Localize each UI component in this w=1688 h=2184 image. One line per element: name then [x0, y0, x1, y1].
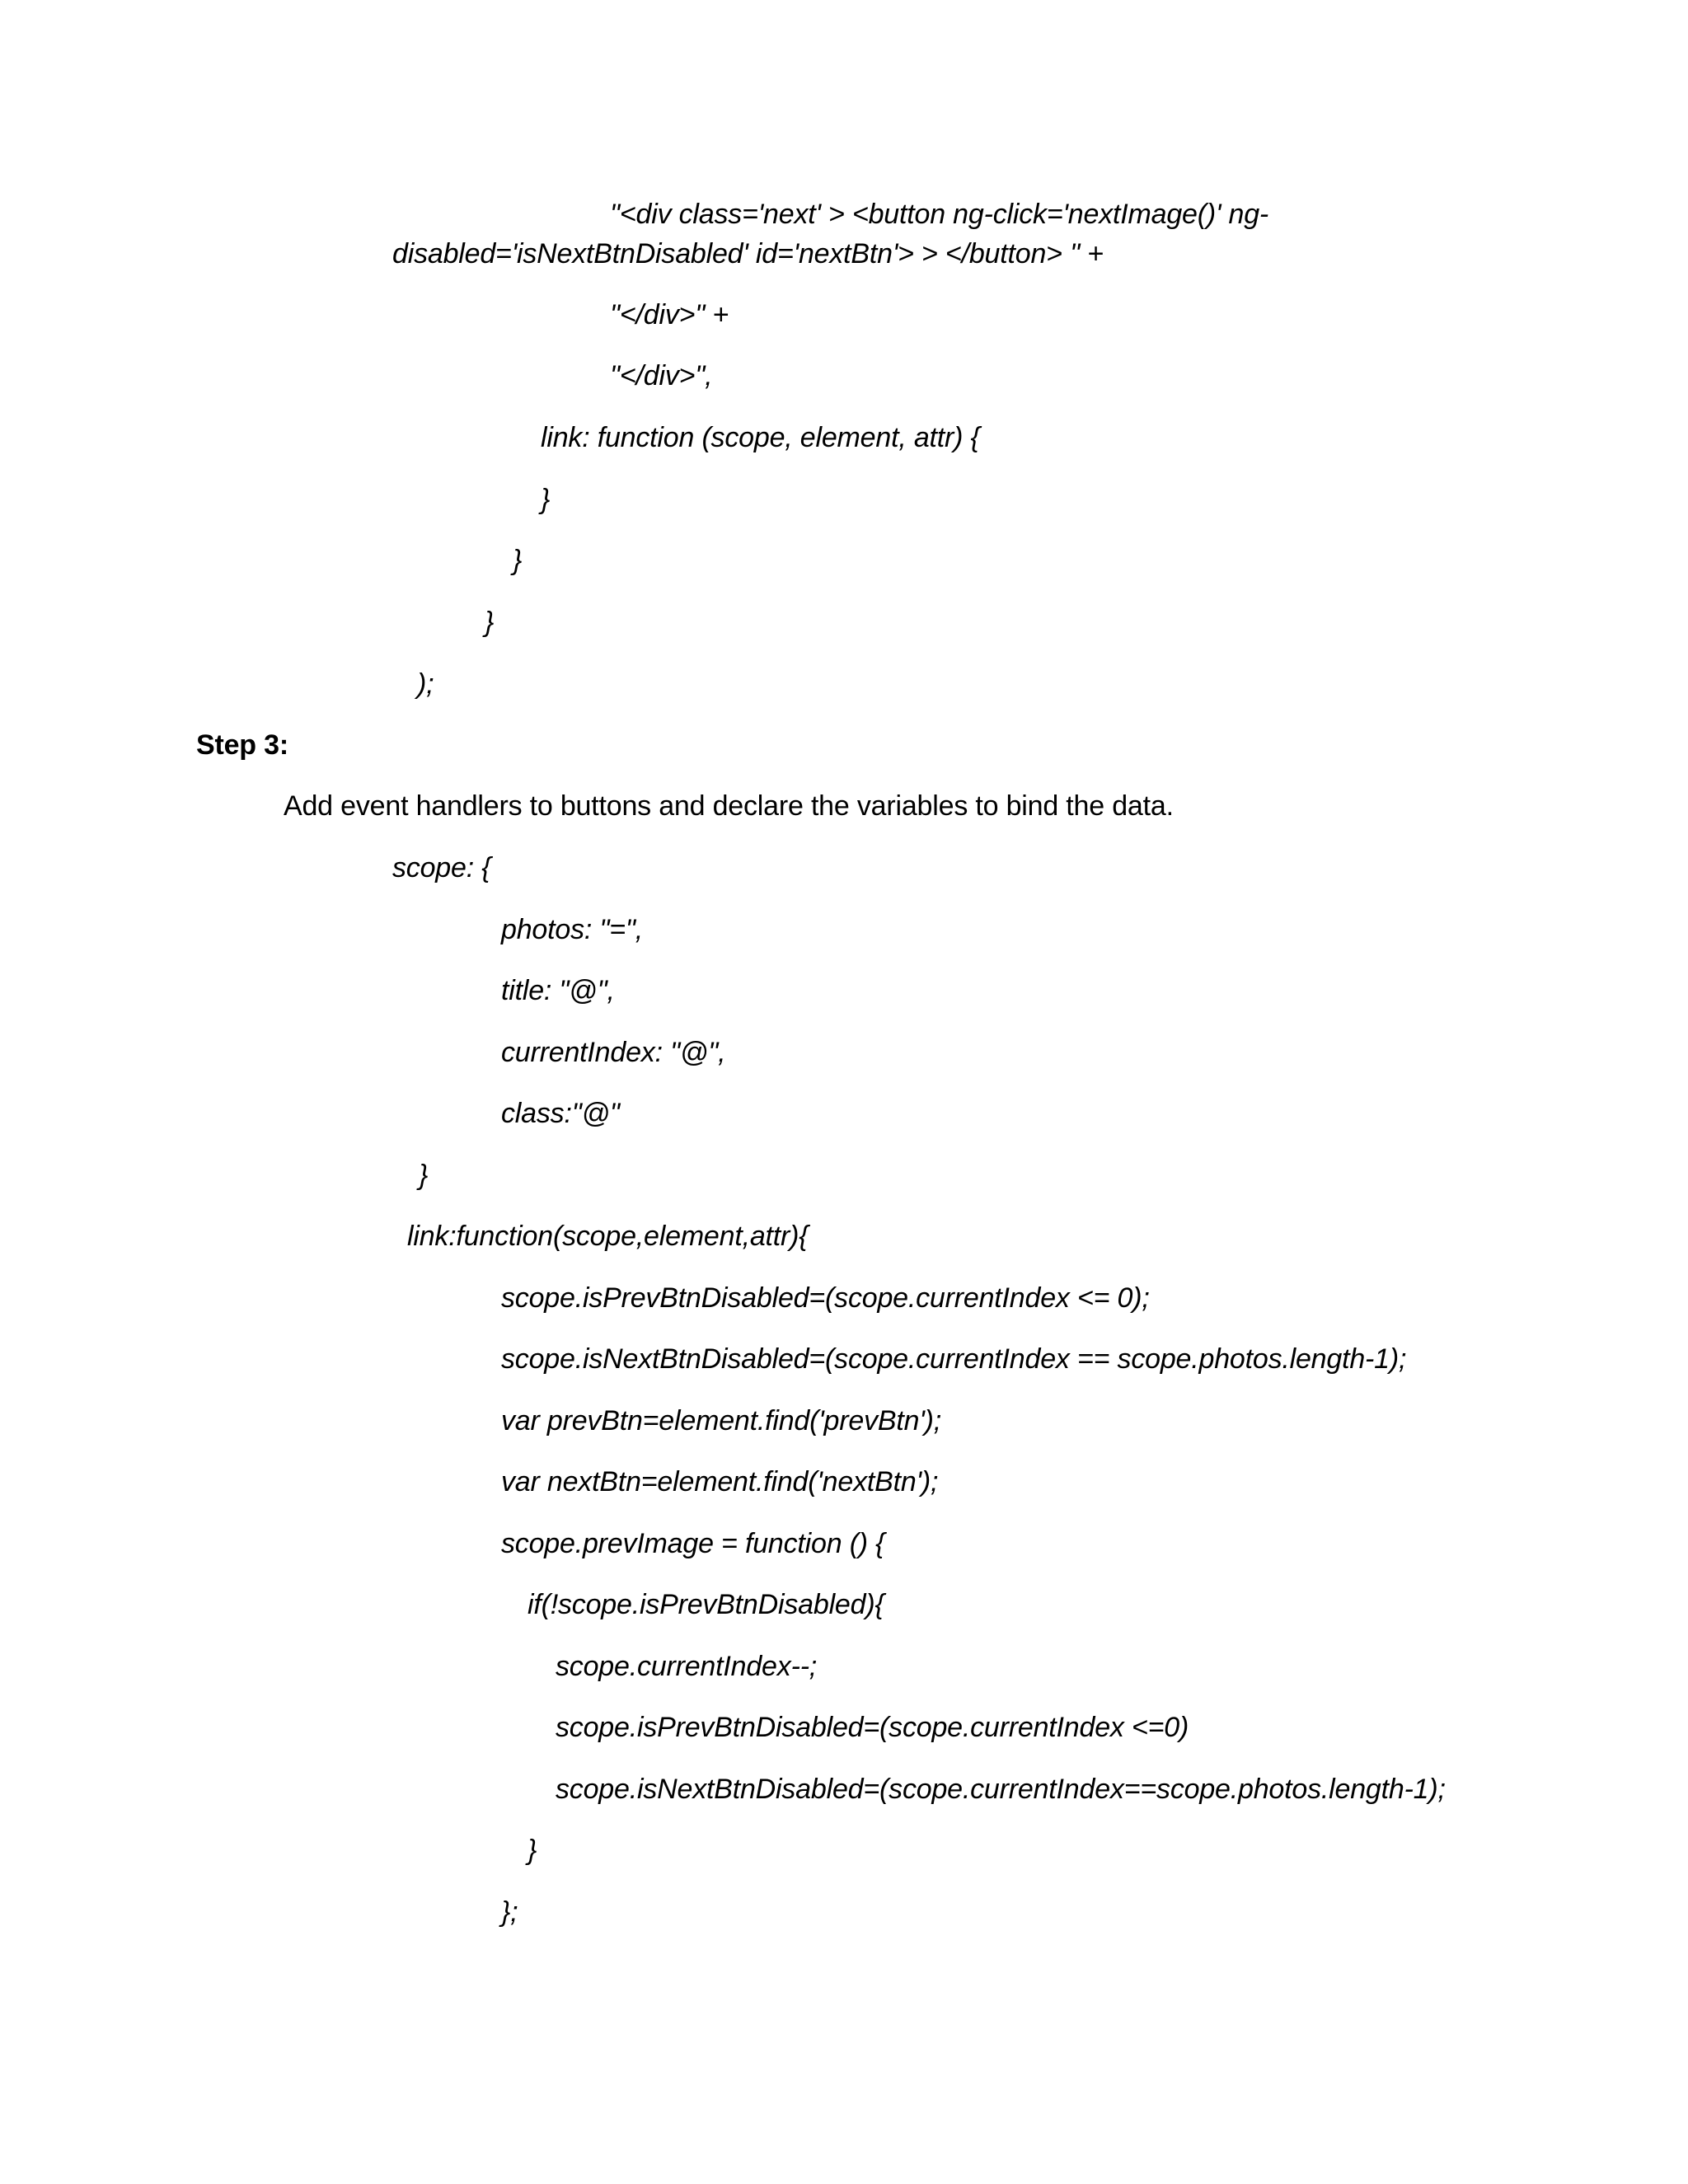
code-line: scope.currentIndex--; — [556, 1651, 818, 1682]
code-line: }; — [501, 1896, 518, 1928]
code-line: photos: "=", — [501, 914, 644, 945]
code-line: } — [513, 545, 523, 576]
code-line: title: "@", — [501, 975, 615, 1006]
step-heading: Step 3: — [196, 729, 288, 761]
code-line: scope: { — [392, 852, 491, 883]
code-line: } — [485, 607, 495, 638]
code-line: } — [419, 1160, 429, 1191]
code-line: var nextBtn=element.find('nextBtn'); — [501, 1466, 939, 1497]
code-line: "<div class='next' > <button ng-click='nextImage()' ng- — [610, 199, 1269, 230]
code-line: scope.isPrevBtnDisabled=(scope.currentIndex <=0) — [556, 1712, 1189, 1743]
code-line: scope.isNextBtnDisabled=(scope.currentIndex == scope.photos.length-1); — [501, 1343, 1407, 1375]
step-description: Add event handlers to buttons and declare the variables to bind the data. — [284, 790, 1174, 822]
code-line: link:function(scope,element,attr){ — [407, 1221, 809, 1252]
code-line: ); — [417, 668, 434, 700]
code-line: disabled='isNextBtnDisabled' id='nextBtn'> > </button> " + — [392, 238, 1104, 269]
code-line: link: function (scope, element, attr) { — [541, 422, 980, 453]
code-line: if(!scope.isPrevBtnDisabled){ — [528, 1589, 884, 1620]
code-line: class:"@" — [501, 1098, 620, 1129]
code-line: } — [528, 1835, 537, 1866]
code-line: "</div>", — [610, 360, 713, 391]
code-line: var prevBtn=element.find('prevBtn'); — [501, 1405, 941, 1436]
code-line: scope.isNextBtnDisabled=(scope.currentIndex==scope.photos.length-1); — [556, 1774, 1446, 1805]
code-line: currentIndex: "@", — [501, 1037, 726, 1068]
code-line: scope.prevImage = function () { — [501, 1528, 885, 1559]
code-line: } — [541, 484, 551, 515]
code-line: "</div>" + — [610, 299, 729, 330]
code-line: scope.isPrevBtnDisabled=(scope.currentIndex <= 0); — [501, 1282, 1150, 1314]
